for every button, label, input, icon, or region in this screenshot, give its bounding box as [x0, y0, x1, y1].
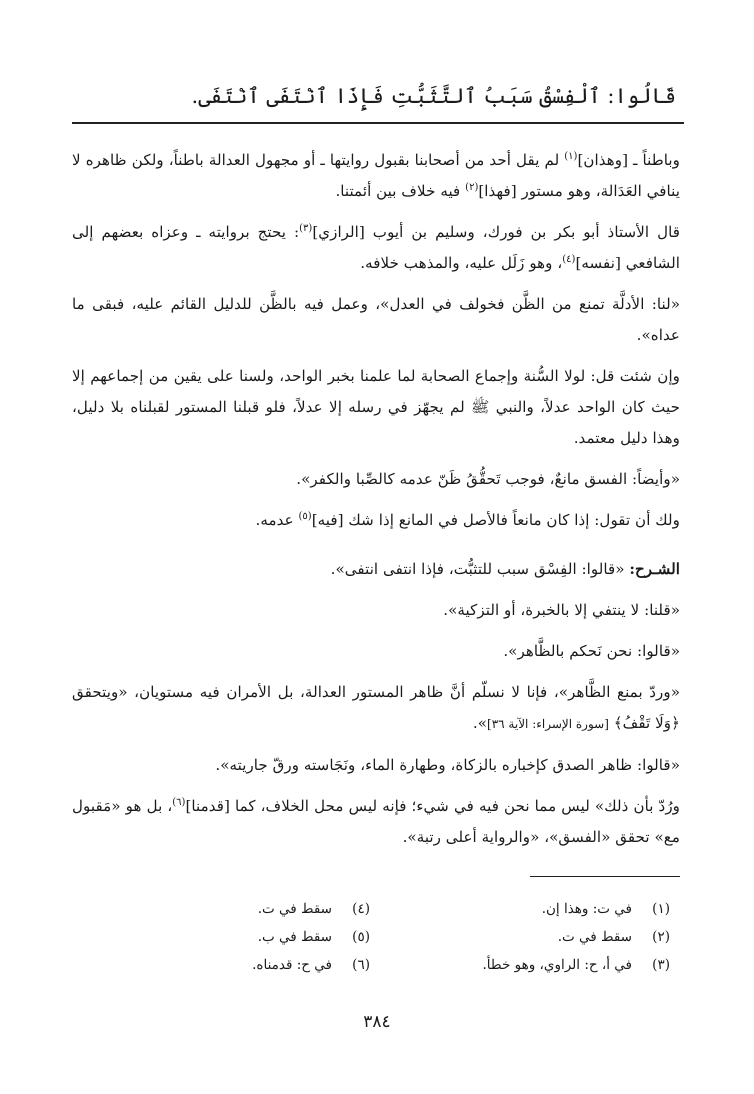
paragraph-12: ورُدّ بأن ذلك» ليس مما نحن فيه في شيء؛ فإنه ليس محل الخلاف، كما [قدمنا]$^{(٦)}$، بل هو «مَقبول مع» تحقق «الفسق»، «والرواية أعلى رتبة».: [72, 796, 680, 846]
paragraph-3: «لنا: الأدلَّة تمنع من الظَّن فخولف في العدل»، وعمل فيه بالظَّن للدليل القائم عليه، فبقى ما عداه».: [72, 295, 680, 344]
commentary-label: الشـرح:: [629, 560, 680, 578]
paragraph-2: قال الأستاذ أبو بكر بن فورك، وسليم بن أيوب [الرازي]$^{(٣)}$: يحتج بروايته ـ وعزاه بعضهم إلى الشافعي [نفسه]$^{(٤)}$، وهو زَلَل عليه، والمذهب خلافه.: [72, 222, 681, 272]
footnote-ref-3: (٣): [299, 222, 313, 234]
paragraph-11: «قالوا: ظاهر الصدق كإخباره بالزكاة، وطهارة الماء، ونَجَاسته ورقّ جاريته».: [215, 756, 680, 774]
paragraph-4: وإن شئت قل: لولا السُّنة وإجماع الصحابة لما علمنا بخبر الواحد، ولسنا على يقين من إجماعهم إلا حيث كان الواحد عدلاً، والنبي ﷺ لم يجهّز في رسله إلا عدلاً، فلو قبلنا المستور لقبلناه بلا دليل، وهذا دليل معتمد.: [72, 367, 680, 447]
footnote-ref-1: (١): [564, 150, 578, 162]
page-number: ٣٨٤: [363, 1012, 391, 1032]
paragraph-5: «وأيضاً: الفسق مانعٌ، فوجب تَحقُّقُ ظَنّ عدمه كالصِّبا والكفر».: [296, 470, 680, 488]
paragraph-8: «قلنا: لا ينتفي إلا بالخبرة، أو التزكية».: [443, 601, 680, 619]
footnote-ref-6: (٦): [172, 796, 186, 808]
body-text: [72, 145, 680, 858]
footnote-ref-2: (٢): [465, 181, 479, 193]
footnote-ref-4: (٤): [562, 253, 576, 265]
footnote-divider: [530, 876, 680, 877]
paragraph-9: «قالوا: نحن نَحكم بالظَّاهر».: [503, 642, 680, 660]
page-header-title: قَالُوا: ٱلْفِسْقُ سَبَبُ ٱلتَّثَبُّتِ فَإِذَا ٱنْتَفَى ٱنْتَفَى.: [191, 84, 676, 108]
footnote-item: (٢)سقط في ت.: [557, 929, 670, 945]
paragraph-1: وباطناً ـ [وهذان]$^{(١)}$ لم يقل أحد من أصحابنا بقبول روايتها ـ أو مجهول العدالة باطناً، ولكن ظاهره لا ينافي العَدَالة، وهو مستور [فهذا]$^{(٢)}$ فيه خلاف بين أئمتنا.: [72, 150, 680, 200]
quran-reference: [سورة الإسراء: الآية ٣٦]: [487, 717, 609, 731]
footnote-item: (٥)سقط في ب.: [257, 929, 370, 945]
footnote-item: (٣)في أ، ح: الراوي، وهو خطأ.: [482, 957, 670, 973]
footnote-item: (١)في ت: وهذا إن.: [541, 901, 670, 917]
footnote-ref-5: (٥): [298, 510, 312, 522]
paragraph-commentary: الشـرح: «قالوا: الفِسْق سبب للتثبُّت، فإذا انتفى انتفى».: [330, 560, 680, 578]
paragraph-6: ولك أن تقول: إذا كان مانعاً فالأصل في المانع إذا شك [فيه]$^{(٥)}$ عدمه.: [255, 510, 680, 529]
footnotes-column-right: [370, 895, 670, 979]
header-divider: [72, 122, 684, 124]
footnotes-column-left: [70, 895, 370, 979]
paragraph-10: «وردّ بمنع الظَّاهر»، فإنا لا نسلّم أنَّ ظاهر المستور العدالة، بل الأمران فيه مستويان، «ويتحقق ﴿وَلَا تَقْفُ﴾ [سورة الإسراء: الآية ٣٦]».: [72, 683, 680, 732]
footnote-item: (٤)سقط في ت.: [257, 901, 370, 917]
footnote-item: (٦)في ح: قدمناه.: [252, 957, 370, 973]
